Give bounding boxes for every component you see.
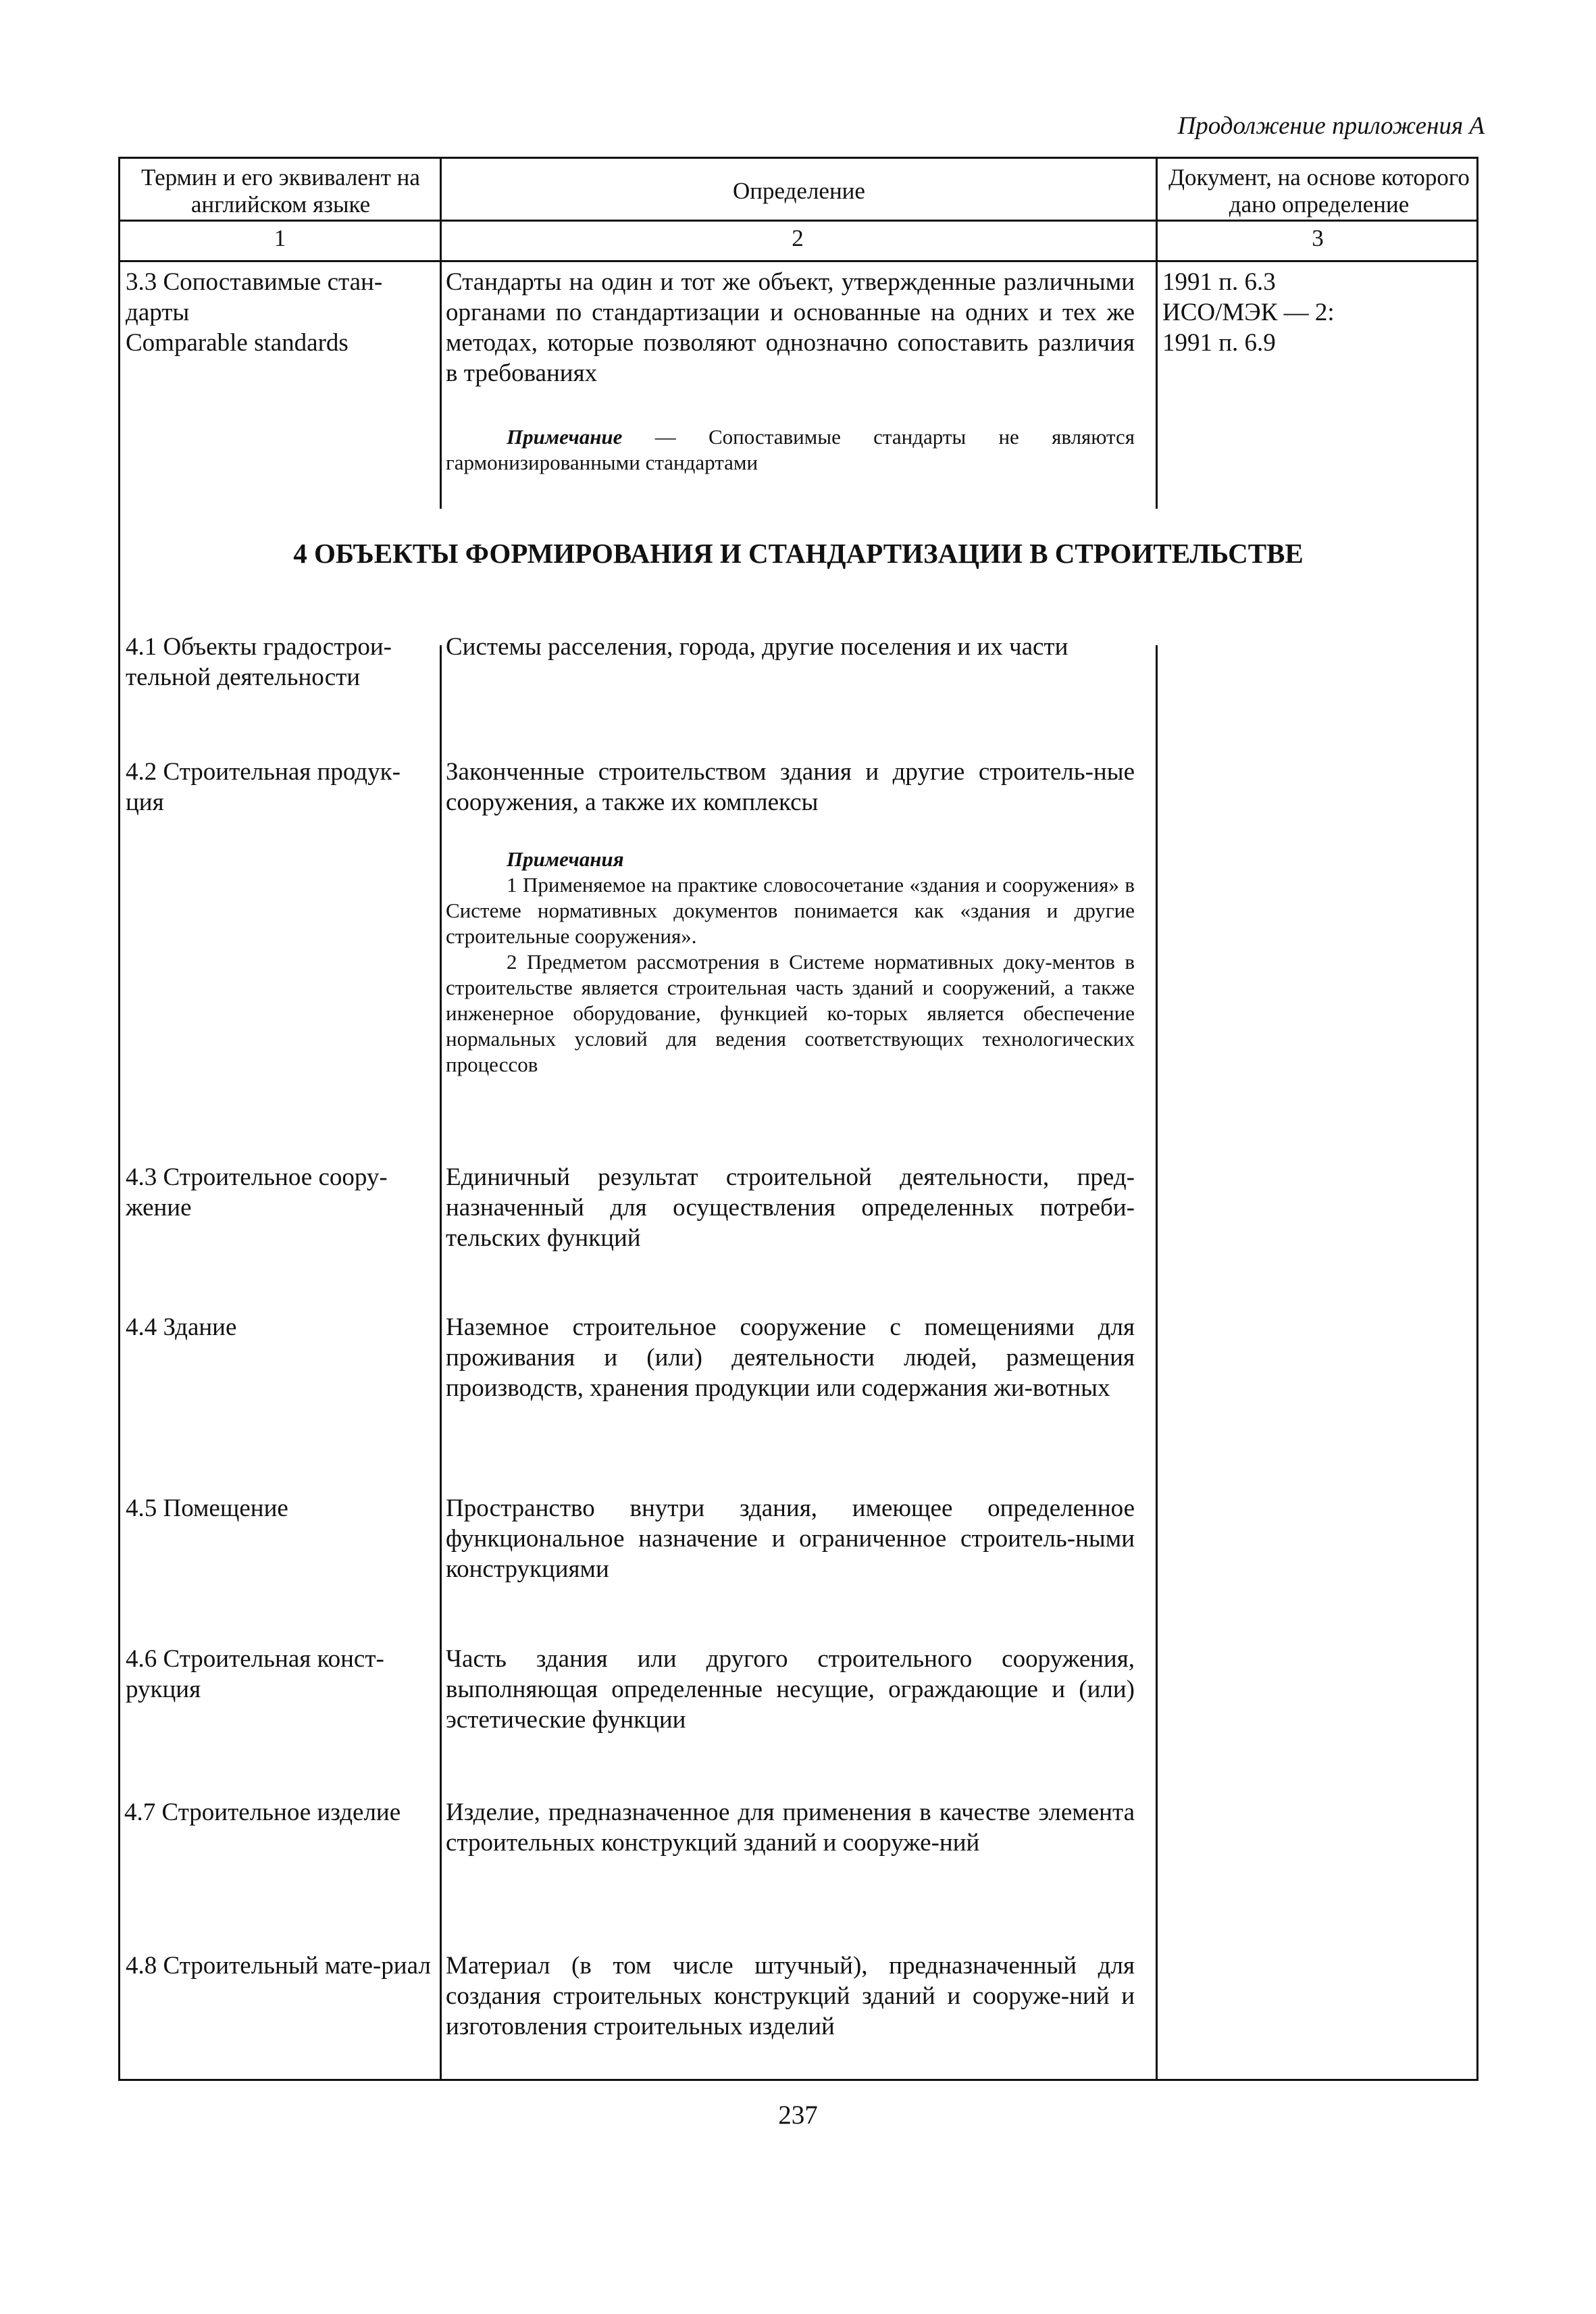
- term-4-2: 4.2 Строительная продук-ция: [126, 758, 401, 816]
- definition-4-1: Системы расселения, города, другие поселения и их части: [446, 633, 1069, 661]
- source-line-1: 1991 п. 6.3: [1162, 268, 1276, 296]
- term-3-3-en: Comparable standards: [126, 329, 349, 357]
- column-number-divider: [120, 260, 1476, 262]
- definition-3-3: Стандарты на один и тот же объект, утвержденные различными органами по стандартизации и основанные на одних и тех же методах, которые позволяют однозначно сопоставить различия в требованиях: [446, 268, 1135, 387]
- notes-4-2-item-2: 2 Предметом рассмотрения в Системе нормативных доку-ментов в строительстве является строительная часть зданий и сооружений, а также инженерное оборудование, функцией ко-торых является обеспечение нормальных условий для ведения соответствующих технологических процессов: [446, 950, 1135, 1076]
- column-number-1: 1: [274, 225, 286, 251]
- column-divider-2a: [1156, 159, 1158, 509]
- column-number-2: 2: [792, 225, 804, 251]
- header-source: Документ, на основе которого дано определение: [1168, 164, 1470, 218]
- definition-4-4: Наземное строительное сооружение с помещениями для проживания и (или) деятельности людей, размещения производств, хранения продукции или содержания жи-вотных: [446, 1313, 1135, 1402]
- note-3-3: [446, 424, 1135, 476]
- header-term: Термин и его эквивалент на английском языке: [141, 164, 420, 218]
- column-divider-2b: [1156, 645, 1158, 2081]
- notes-4-2-item-1: 1 Применяемое на практике словосочетание «здания и сооружения» в Системе нормативных документов понимается как «здания и другие строительные сооружения».: [446, 873, 1135, 948]
- term-3-3: [126, 267, 433, 358]
- note-3-3-lead: Примечание: [507, 425, 623, 449]
- term-4-7: 4.7 Строительное изделие: [124, 1799, 401, 1826]
- note-3-3-text: — Сопоставимые стандарты не являются гармонизированными стандартами: [446, 425, 1135, 474]
- term-4-3: 4.3 Строительное соору-жение: [126, 1163, 388, 1222]
- definition-4-6: Часть здания или другого строительного сооружения, выполняющая определенные несущие, ограждающие и (или) эстетические функции: [446, 1645, 1135, 1734]
- source-line-2: ИСО/МЭК — 2:: [1162, 299, 1335, 326]
- term-4-8: 4.8 Строительный мате-риал: [126, 1952, 431, 1980]
- notes-4-2-title: Примечания: [507, 847, 624, 871]
- term-4-4: 4.4 Здание: [126, 1313, 237, 1341]
- definition-4-2: Законченные строительством здания и другие строитель-ные сооружения, а также их комплексы: [446, 758, 1135, 816]
- column-number-3: 3: [1312, 225, 1324, 251]
- column-divider-1b: [440, 645, 442, 2081]
- definition-4-7: Изделие, предназначенное для применения в качестве элемента строительных конструкций зданий и сооруже-ний: [446, 1799, 1135, 1857]
- term-3-3-ru: 3.3 Сопоставимые стан-дарты: [126, 268, 383, 326]
- term-4-1: 4.1 Объекты градострои-тельной деятельности: [126, 633, 392, 691]
- term-4-6: 4.6 Строительная конст-рукция: [126, 1645, 384, 1703]
- notes-4-2: [446, 847, 1135, 1078]
- source-line-3: 1991 п. 6.9: [1162, 329, 1276, 357]
- definition-4-3: Единичный результат строительной деятельности, пред-назначенный для осуществления определенных потреби-тельских функций: [446, 1163, 1135, 1252]
- terms-table: [118, 157, 1478, 2081]
- header-definition: Определение: [733, 178, 865, 204]
- definition-4-5: Пространство внутри здания, имеющее определенное функциональное назначение и ограниченное строитель-ными конструкциями: [446, 1494, 1135, 1583]
- term-4-5: 4.5 Помещение: [126, 1494, 288, 1522]
- continuation-label: Продолжение приложения А: [1177, 112, 1485, 140]
- definition-4-8: Материал (в том числе штучный), предназначенный для создания строительных конструкций зданий и сооруже-ний и изготовления строительных изделий: [446, 1952, 1135, 2040]
- column-divider-1a: [440, 159, 442, 509]
- section-title: 4 ОБЪЕКТЫ ФОРМИРОВАНИЯ И СТАНДАРТИЗАЦИИ В СТРОИТЕЛЬСТВЕ: [293, 538, 1304, 569]
- header-divider: [120, 220, 1476, 222]
- source-3-3: [1162, 267, 1466, 358]
- page-number: 237: [778, 2101, 818, 2130]
